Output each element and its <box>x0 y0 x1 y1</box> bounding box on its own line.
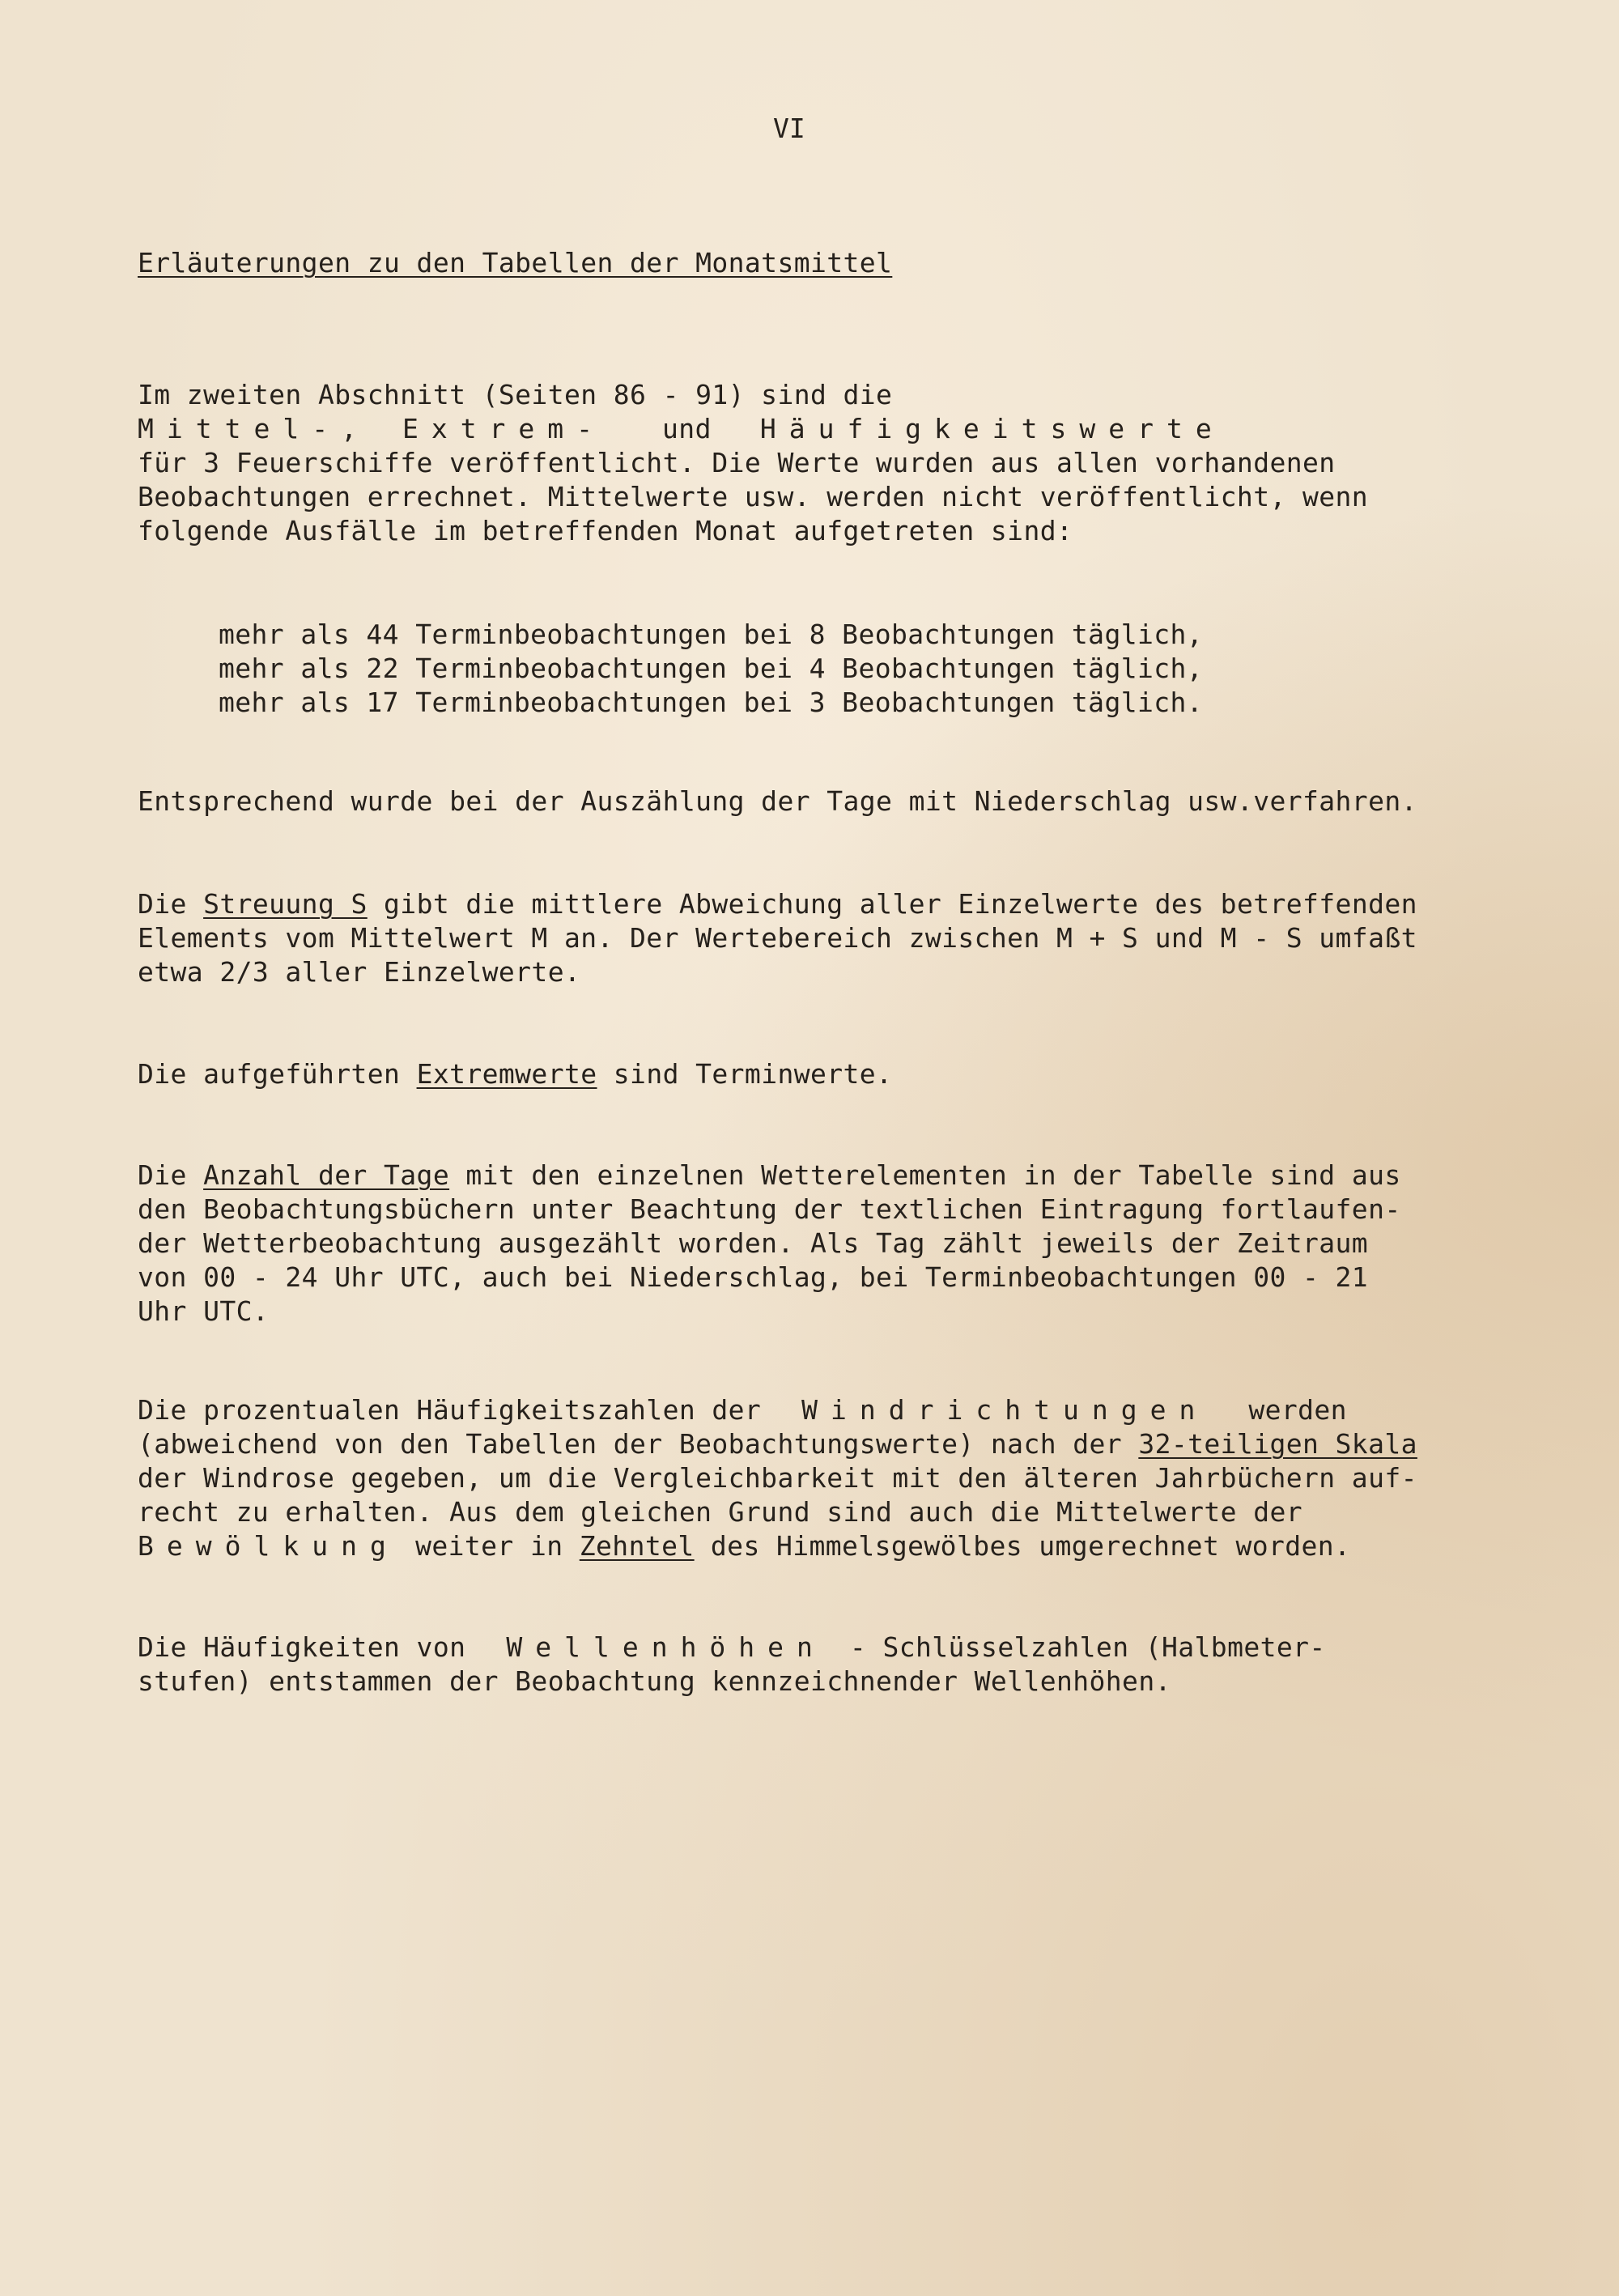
text-fragment: weiter in <box>398 1530 580 1562</box>
term-extrem: Extrem- <box>402 413 606 444</box>
wind-line-2 <box>138 1427 1417 1461</box>
wind-line-1 <box>138 1393 1347 1427</box>
intro-line-2 <box>138 412 1225 446</box>
term-mittel: Mittel-, <box>138 413 370 444</box>
word-und: und <box>662 413 712 444</box>
term-windrichtungen: Windrichtungen <box>801 1394 1209 1426</box>
waves-line-1 <box>138 1631 1326 1665</box>
text-fragment: gibt die mittlere Abweichung aller Einzelwerte des betreffenden <box>367 888 1417 920</box>
text-fragment: Die <box>138 1159 204 1191</box>
text-fragment: mit den einzelnen Wetterelementen in der Tabelle sind aus <box>449 1159 1401 1191</box>
days-line-4: von 00 - 24 Uhr UTC, auch bei Niederschlag, bei Terminbeobachtungen 00 - 21 <box>138 1261 1369 1293</box>
intro-line-4: Beobachtungen errechnet. Mittelwerte usw. werden nicht veröffentlicht, wenn <box>138 481 1369 512</box>
days-line-2: den Beobachtungsbüchern unter Beachtung der textlichen Eintragung fortlaufen- <box>138 1193 1401 1225</box>
condition-item: mehr als 22 Terminbeobachtungen bei 4 Beobachtungen täglich, <box>219 653 1204 684</box>
waves-line-2: stufen) entstammen der Beobachtung kennzeichnender Wellenhöhen. <box>138 1665 1171 1697</box>
intro-line-3: für 3 Feuerschiffe veröffentlicht. Die Werte wurden aus allen vorhandenen <box>138 447 1336 478</box>
days-line-3: der Wetterbeobachtung ausgezählt worden. Als Tag zählt jeweils der Zeitraum <box>138 1227 1369 1259</box>
wind-line-5 <box>138 1529 1350 1563</box>
wind-line-4: recht zu erhalten. Aus dem gleichen Grund sind auch die Mittelwerte der <box>138 1496 1303 1528</box>
page-number: VI <box>773 113 805 144</box>
text-fragment: des Himmelsgewölbes umgerechnet worden. <box>694 1530 1351 1562</box>
term-zehntel: Zehntel <box>579 1530 695 1562</box>
text-fragment: Die <box>138 888 204 920</box>
term-anzahl-der-tage: Anzahl der Tage <box>203 1159 450 1191</box>
text-fragment: Die Häufigkeiten von <box>138 1631 466 1663</box>
days-line-5: Uhr UTC. <box>138 1295 270 1327</box>
intro-line-5: folgende Ausfälle im betreffenden Monat aufgetreten sind: <box>138 515 1073 546</box>
scatter-line-2: Elements vom Mittelwert M an. Der Wertebereich zwischen M + S und M - S umfaßt <box>138 922 1417 954</box>
text-fragment: (abweichend von den Tabellen der Beobachtungswerte) nach der <box>138 1428 1139 1460</box>
term-extremwerte: Extremwerte <box>416 1058 597 1090</box>
text-fragment: sind Terminwerte. <box>597 1058 893 1090</box>
term-wellenhoehen: Wellenhöhen <box>506 1631 826 1663</box>
wind-line-3: der Windrose gegeben, um die Vergleichbarkeit mit den älteren Jahrbüchern auf- <box>138 1462 1417 1494</box>
condition-item: mehr als 17 Terminbeobachtungen bei 3 Beobachtungen täglich. <box>219 687 1204 718</box>
section-title: Erläuterungen zu den Tabellen der Monatsmittel <box>138 247 893 278</box>
precipitation-note: Entsprechend wurde bei der Auszählung der Tage mit Niederschlag usw.verfahren. <box>138 785 1417 817</box>
intro-line-1: Im zweiten Abschnitt (Seiten 86 - 91) sind die <box>138 379 893 410</box>
term-streuung: Streuung S <box>203 888 368 920</box>
term-haeufigkeit: Häufigkeitswerte <box>759 413 1225 444</box>
term-bewoelkung: Bewölkung <box>138 1530 399 1562</box>
term-32-teilige-skala: 32-teiligen Skala <box>1138 1428 1417 1460</box>
days-line-1 <box>138 1159 1401 1193</box>
condition-item: mehr als 44 Terminbeobachtungen bei 8 Beobachtungen täglich, <box>219 619 1204 650</box>
text-fragment: Die prozentualen Häufigkeitszahlen der <box>138 1394 762 1426</box>
text-fragment: - Schlüsselzahlen (Halbmeter- <box>849 1631 1326 1663</box>
extremes-paragraph <box>138 1057 892 1091</box>
scatter-line-1 <box>138 887 1417 921</box>
text-fragment: werden <box>1248 1394 1347 1426</box>
text-fragment: Die aufgeführten <box>138 1058 417 1090</box>
scatter-line-3: etwa 2/3 aller Einzelwerte. <box>138 956 581 988</box>
